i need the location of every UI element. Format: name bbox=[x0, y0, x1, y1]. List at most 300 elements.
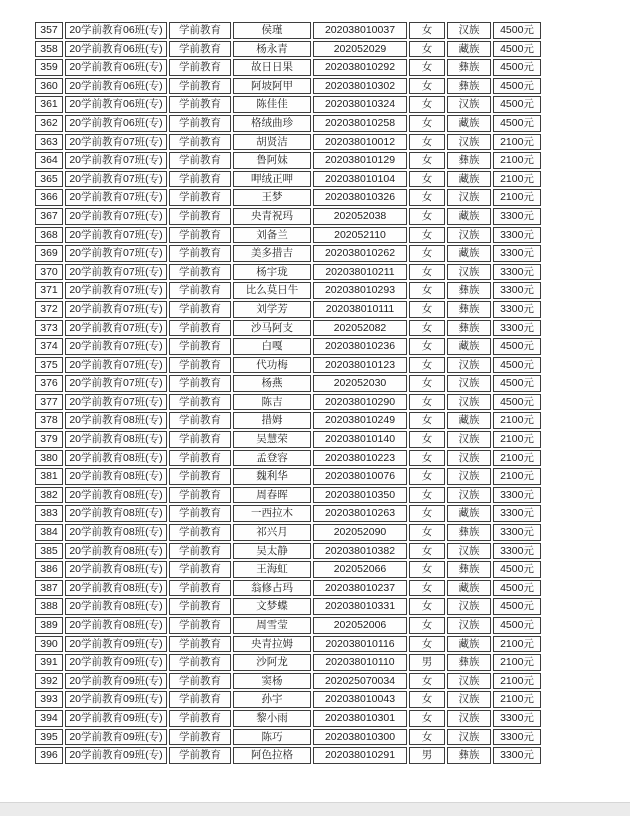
cell-gender: 女 bbox=[409, 338, 445, 355]
cell-major: 学前教育 bbox=[169, 245, 231, 262]
cell-student-name: 刘备兰 bbox=[233, 227, 311, 244]
cell-student-name: 白嘎 bbox=[233, 338, 311, 355]
cell-ethnicity: 汉族 bbox=[447, 710, 491, 727]
cell-major: 学前教育 bbox=[169, 152, 231, 169]
table-row bbox=[35, 41, 541, 58]
cell-major: 学前教育 bbox=[169, 654, 231, 671]
table-row bbox=[35, 152, 541, 169]
cell-class-name: 20学前教育07班(专) bbox=[65, 134, 167, 151]
cell-major: 学前教育 bbox=[169, 729, 231, 746]
cell-amount: 4500元 bbox=[493, 41, 541, 58]
cell-gender: 女 bbox=[409, 524, 445, 541]
table-row bbox=[35, 245, 541, 262]
cell-ethnicity: 汉族 bbox=[447, 450, 491, 467]
cell-ethnicity: 汉族 bbox=[447, 729, 491, 746]
cell-student-id: 202038010211 bbox=[313, 264, 407, 281]
cell-class-name: 20学前教育09班(专) bbox=[65, 729, 167, 746]
table-row bbox=[35, 524, 541, 541]
cell-amount: 4500元 bbox=[493, 96, 541, 113]
cell-student-id: 202038010129 bbox=[313, 152, 407, 169]
cell-row-number: 381 bbox=[35, 468, 63, 485]
table-row bbox=[35, 691, 541, 708]
cell-row-number: 371 bbox=[35, 282, 63, 299]
cell-student-id: 202038010291 bbox=[313, 747, 407, 764]
cell-student-name: 措姆 bbox=[233, 412, 311, 429]
cell-major: 学前教育 bbox=[169, 264, 231, 281]
table-row bbox=[35, 394, 541, 411]
cell-row-number: 374 bbox=[35, 338, 63, 355]
cell-class-name: 20学前教育09班(专) bbox=[65, 691, 167, 708]
cell-student-id: 202052029 bbox=[313, 41, 407, 58]
cell-class-name: 20学前教育07班(专) bbox=[65, 301, 167, 318]
cell-major: 学前教育 bbox=[169, 598, 231, 615]
cell-ethnicity: 彝族 bbox=[447, 78, 491, 95]
cell-row-number: 370 bbox=[35, 264, 63, 281]
cell-row-number: 379 bbox=[35, 431, 63, 448]
cell-major: 学前教育 bbox=[169, 468, 231, 485]
cell-student-id: 202038010111 bbox=[313, 301, 407, 318]
cell-gender: 女 bbox=[409, 78, 445, 95]
cell-amount: 2100元 bbox=[493, 450, 541, 467]
cell-amount: 2100元 bbox=[493, 636, 541, 653]
cell-student-name: 故日日果 bbox=[233, 59, 311, 76]
cell-student-name: 窦杨 bbox=[233, 673, 311, 690]
cell-class-name: 20学前教育07班(专) bbox=[65, 264, 167, 281]
cell-row-number: 375 bbox=[35, 357, 63, 374]
cell-student-id: 202038010116 bbox=[313, 636, 407, 653]
cell-row-number: 377 bbox=[35, 394, 63, 411]
cell-student-name: 周雪莹 bbox=[233, 617, 311, 634]
cell-gender: 女 bbox=[409, 487, 445, 504]
cell-row-number: 358 bbox=[35, 41, 63, 58]
cell-student-id: 202052090 bbox=[313, 524, 407, 541]
cell-student-name: 格绒曲珍 bbox=[233, 115, 311, 132]
cell-amount: 2100元 bbox=[493, 152, 541, 169]
table-row bbox=[35, 505, 541, 522]
cell-major: 学前教育 bbox=[169, 505, 231, 522]
cell-class-name: 20学前教育07班(专) bbox=[65, 245, 167, 262]
cell-student-name: 侯瑾 bbox=[233, 22, 311, 39]
cell-student-name: 胡贤洁 bbox=[233, 134, 311, 151]
cell-student-name: 阿色拉格 bbox=[233, 747, 311, 764]
cell-gender: 女 bbox=[409, 264, 445, 281]
cell-ethnicity: 汉族 bbox=[447, 487, 491, 504]
cell-gender: 女 bbox=[409, 598, 445, 615]
cell-student-id: 202038010237 bbox=[313, 580, 407, 597]
cell-class-name: 20学前教育07班(专) bbox=[65, 189, 167, 206]
cell-row-number: 385 bbox=[35, 543, 63, 560]
cell-gender: 女 bbox=[409, 208, 445, 225]
cell-class-name: 20学前教育06班(专) bbox=[65, 59, 167, 76]
cell-student-name: 祁兴月 bbox=[233, 524, 311, 541]
table-row bbox=[35, 412, 541, 429]
cell-amount: 3300元 bbox=[493, 729, 541, 746]
table-row bbox=[35, 282, 541, 299]
table-row bbox=[35, 115, 541, 132]
cell-gender: 女 bbox=[409, 59, 445, 76]
cell-student-name: 沙阿龙 bbox=[233, 654, 311, 671]
cell-gender: 女 bbox=[409, 320, 445, 337]
table-row bbox=[35, 375, 541, 392]
cell-student-id: 202038010076 bbox=[313, 468, 407, 485]
cell-ethnicity: 汉族 bbox=[447, 357, 491, 374]
cell-amount: 4500元 bbox=[493, 357, 541, 374]
cell-ethnicity: 汉族 bbox=[447, 598, 491, 615]
cell-row-number: 367 bbox=[35, 208, 63, 225]
cell-row-number: 365 bbox=[35, 171, 63, 188]
cell-major: 学前教育 bbox=[169, 394, 231, 411]
cell-gender: 女 bbox=[409, 134, 445, 151]
cell-student-id: 202038010263 bbox=[313, 505, 407, 522]
cell-ethnicity: 藏族 bbox=[447, 338, 491, 355]
cell-class-name: 20学前教育07班(专) bbox=[65, 227, 167, 244]
cell-student-name: 吴慧荣 bbox=[233, 431, 311, 448]
cell-amount: 3300元 bbox=[493, 487, 541, 504]
cell-class-name: 20学前教育08班(专) bbox=[65, 487, 167, 504]
cell-ethnicity: 汉族 bbox=[447, 134, 491, 151]
cell-gender: 女 bbox=[409, 301, 445, 318]
cell-class-name: 20学前教育06班(专) bbox=[65, 22, 167, 39]
cell-row-number: 383 bbox=[35, 505, 63, 522]
cell-gender: 女 bbox=[409, 394, 445, 411]
cell-student-id: 202038010223 bbox=[313, 450, 407, 467]
cell-major: 学前教育 bbox=[169, 96, 231, 113]
table-row bbox=[35, 96, 541, 113]
cell-class-name: 20学前教育08班(专) bbox=[65, 561, 167, 578]
cell-student-id: 202038010123 bbox=[313, 357, 407, 374]
cell-row-number: 357 bbox=[35, 22, 63, 39]
cell-row-number: 393 bbox=[35, 691, 63, 708]
cell-ethnicity: 汉族 bbox=[447, 673, 491, 690]
cell-class-name: 20学前教育06班(专) bbox=[65, 115, 167, 132]
cell-gender: 女 bbox=[409, 115, 445, 132]
cell-row-number: 394 bbox=[35, 710, 63, 727]
cell-student-name: 沙马阿支 bbox=[233, 320, 311, 337]
cell-major: 学前教育 bbox=[169, 189, 231, 206]
cell-major: 学前教育 bbox=[169, 227, 231, 244]
cell-student-id: 202038010043 bbox=[313, 691, 407, 708]
cell-student-name: 杨宇珑 bbox=[233, 264, 311, 281]
cell-row-number: 364 bbox=[35, 152, 63, 169]
cell-student-name: 鲁阿妹 bbox=[233, 152, 311, 169]
cell-class-name: 20学前教育08班(专) bbox=[65, 431, 167, 448]
table-row bbox=[35, 598, 541, 615]
cell-class-name: 20学前教育08班(专) bbox=[65, 598, 167, 615]
table-row bbox=[35, 357, 541, 374]
cell-student-name: 比么莫日牛 bbox=[233, 282, 311, 299]
cell-class-name: 20学前教育07班(专) bbox=[65, 320, 167, 337]
cell-amount: 4500元 bbox=[493, 338, 541, 355]
cell-amount: 3300元 bbox=[493, 301, 541, 318]
table-row bbox=[35, 561, 541, 578]
cell-major: 学前教育 bbox=[169, 78, 231, 95]
cell-amount: 4500元 bbox=[493, 22, 541, 39]
cell-student-id: 202038010292 bbox=[313, 59, 407, 76]
cell-student-id: 202038010110 bbox=[313, 654, 407, 671]
cell-major: 学前教育 bbox=[169, 412, 231, 429]
cell-student-name: 央青祝玛 bbox=[233, 208, 311, 225]
cell-row-number: 368 bbox=[35, 227, 63, 244]
cell-major: 学前教育 bbox=[169, 524, 231, 541]
cell-class-name: 20学前教育07班(专) bbox=[65, 357, 167, 374]
cell-student-id: 202038010302 bbox=[313, 78, 407, 95]
cell-student-id: 202038010331 bbox=[313, 598, 407, 615]
cell-student-id: 202038010326 bbox=[313, 189, 407, 206]
cell-ethnicity: 汉族 bbox=[447, 468, 491, 485]
cell-amount: 3300元 bbox=[493, 245, 541, 262]
cell-class-name: 20学前教育07班(专) bbox=[65, 394, 167, 411]
cell-student-id: 202038010290 bbox=[313, 394, 407, 411]
cell-ethnicity: 汉族 bbox=[447, 543, 491, 560]
cell-class-name: 20学前教育08班(专) bbox=[65, 524, 167, 541]
cell-row-number: 376 bbox=[35, 375, 63, 392]
cell-student-name: 刘学芳 bbox=[233, 301, 311, 318]
cell-amount: 2100元 bbox=[493, 691, 541, 708]
student-table-body bbox=[35, 22, 541, 764]
cell-student-name: 魏利华 bbox=[233, 468, 311, 485]
cell-amount: 4500元 bbox=[493, 561, 541, 578]
cell-student-id: 202052066 bbox=[313, 561, 407, 578]
cell-gender: 女 bbox=[409, 673, 445, 690]
cell-ethnicity: 藏族 bbox=[447, 208, 491, 225]
cell-gender: 女 bbox=[409, 729, 445, 746]
cell-amount: 3300元 bbox=[493, 524, 541, 541]
cell-ethnicity: 藏族 bbox=[447, 412, 491, 429]
cell-student-name: 周春晖 bbox=[233, 487, 311, 504]
cell-major: 学前教育 bbox=[169, 357, 231, 374]
table-row bbox=[35, 636, 541, 653]
cell-student-name: 一西拉木 bbox=[233, 505, 311, 522]
cell-student-id: 202038010293 bbox=[313, 282, 407, 299]
cell-row-number: 384 bbox=[35, 524, 63, 541]
cell-row-number: 373 bbox=[35, 320, 63, 337]
cell-row-number: 388 bbox=[35, 598, 63, 615]
cell-student-id: 202038010382 bbox=[313, 543, 407, 560]
cell-major: 学前教育 bbox=[169, 338, 231, 355]
cell-student-id: 202038010262 bbox=[313, 245, 407, 262]
cell-ethnicity: 彝族 bbox=[447, 301, 491, 318]
cell-ethnicity: 汉族 bbox=[447, 227, 491, 244]
cell-row-number: 386 bbox=[35, 561, 63, 578]
cell-ethnicity: 藏族 bbox=[447, 245, 491, 262]
cell-major: 学前教育 bbox=[169, 41, 231, 58]
cell-ethnicity: 彝族 bbox=[447, 561, 491, 578]
table-row bbox=[35, 22, 541, 39]
cell-gender: 女 bbox=[409, 431, 445, 448]
cell-student-name: 陈佳佳 bbox=[233, 96, 311, 113]
cell-row-number: 360 bbox=[35, 78, 63, 95]
cell-major: 学前教育 bbox=[169, 561, 231, 578]
table-row bbox=[35, 729, 541, 746]
cell-ethnicity: 彝族 bbox=[447, 152, 491, 169]
cell-student-id: 202038010140 bbox=[313, 431, 407, 448]
cell-major: 学前教育 bbox=[169, 431, 231, 448]
cell-class-name: 20学前教育09班(专) bbox=[65, 747, 167, 764]
cell-student-name: 翁修占玛 bbox=[233, 580, 311, 597]
cell-gender: 女 bbox=[409, 357, 445, 374]
cell-major: 学前教育 bbox=[169, 208, 231, 225]
cell-student-name: 吴太静 bbox=[233, 543, 311, 560]
cell-amount: 3300元 bbox=[493, 505, 541, 522]
cell-major: 学前教育 bbox=[169, 543, 231, 560]
cell-ethnicity: 藏族 bbox=[447, 505, 491, 522]
table-row bbox=[35, 59, 541, 76]
cell-gender: 女 bbox=[409, 543, 445, 560]
cell-student-id: 202038010104 bbox=[313, 171, 407, 188]
table-row bbox=[35, 431, 541, 448]
cell-row-number: 363 bbox=[35, 134, 63, 151]
table-row bbox=[35, 617, 541, 634]
cell-student-name: 呷绒正呷 bbox=[233, 171, 311, 188]
cell-amount: 4500元 bbox=[493, 59, 541, 76]
cell-gender: 女 bbox=[409, 412, 445, 429]
cell-amount: 2100元 bbox=[493, 468, 541, 485]
cell-gender: 女 bbox=[409, 691, 445, 708]
cell-student-name: 央青拉姆 bbox=[233, 636, 311, 653]
cell-ethnicity: 汉族 bbox=[447, 394, 491, 411]
cell-row-number: 372 bbox=[35, 301, 63, 318]
table-row bbox=[35, 543, 541, 560]
cell-row-number: 387 bbox=[35, 580, 63, 597]
cell-gender: 女 bbox=[409, 561, 445, 578]
cell-row-number: 390 bbox=[35, 636, 63, 653]
cell-gender: 女 bbox=[409, 282, 445, 299]
cell-class-name: 20学前教育09班(专) bbox=[65, 654, 167, 671]
cell-major: 学前教育 bbox=[169, 580, 231, 597]
cell-gender: 女 bbox=[409, 171, 445, 188]
cell-amount: 2100元 bbox=[493, 673, 541, 690]
cell-row-number: 392 bbox=[35, 673, 63, 690]
cell-ethnicity: 彝族 bbox=[447, 654, 491, 671]
cell-student-id: 202038010258 bbox=[313, 115, 407, 132]
cell-gender: 女 bbox=[409, 617, 445, 634]
cell-student-name: 孙宇 bbox=[233, 691, 311, 708]
cell-gender: 女 bbox=[409, 505, 445, 522]
cell-class-name: 20学前教育08班(专) bbox=[65, 505, 167, 522]
cell-row-number: 380 bbox=[35, 450, 63, 467]
cell-row-number: 369 bbox=[35, 245, 63, 262]
cell-amount: 4500元 bbox=[493, 115, 541, 132]
cell-amount: 4500元 bbox=[493, 598, 541, 615]
cell-ethnicity: 藏族 bbox=[447, 171, 491, 188]
cell-class-name: 20学前教育07班(专) bbox=[65, 171, 167, 188]
cell-student-id: 202052110 bbox=[313, 227, 407, 244]
cell-student-id: 202038010300 bbox=[313, 729, 407, 746]
cell-ethnicity: 彝族 bbox=[447, 282, 491, 299]
cell-major: 学前教育 bbox=[169, 747, 231, 764]
cell-row-number: 359 bbox=[35, 59, 63, 76]
cell-class-name: 20学前教育09班(专) bbox=[65, 710, 167, 727]
cell-row-number: 361 bbox=[35, 96, 63, 113]
cell-amount: 3300元 bbox=[493, 227, 541, 244]
cell-class-name: 20学前教育07班(专) bbox=[65, 208, 167, 225]
cell-ethnicity: 彝族 bbox=[447, 747, 491, 764]
table-row bbox=[35, 264, 541, 281]
cell-student-id: 202052038 bbox=[313, 208, 407, 225]
cell-ethnicity: 汉族 bbox=[447, 431, 491, 448]
cell-student-name: 美多措吉 bbox=[233, 245, 311, 262]
cell-gender: 女 bbox=[409, 22, 445, 39]
cell-student-id: 202038010037 bbox=[313, 22, 407, 39]
cell-ethnicity: 汉族 bbox=[447, 22, 491, 39]
cell-student-name: 杨永青 bbox=[233, 41, 311, 58]
table-row bbox=[35, 171, 541, 188]
table-row bbox=[35, 673, 541, 690]
cell-student-name: 陈巧 bbox=[233, 729, 311, 746]
cell-amount: 2100元 bbox=[493, 654, 541, 671]
cell-major: 学前教育 bbox=[169, 691, 231, 708]
cell-gender: 女 bbox=[409, 636, 445, 653]
cell-ethnicity: 藏族 bbox=[447, 636, 491, 653]
cell-gender: 女 bbox=[409, 152, 445, 169]
cell-ethnicity: 藏族 bbox=[447, 41, 491, 58]
cell-major: 学前教育 bbox=[169, 115, 231, 132]
table-row bbox=[35, 301, 541, 318]
cell-student-name: 文梦蝶 bbox=[233, 598, 311, 615]
cell-amount: 3300元 bbox=[493, 264, 541, 281]
cell-class-name: 20学前教育08班(专) bbox=[65, 580, 167, 597]
cell-amount: 2100元 bbox=[493, 431, 541, 448]
cell-gender: 女 bbox=[409, 41, 445, 58]
table-row bbox=[35, 189, 541, 206]
table-row bbox=[35, 450, 541, 467]
cell-major: 学前教育 bbox=[169, 375, 231, 392]
cell-student-name: 陈吉 bbox=[233, 394, 311, 411]
cell-class-name: 20学前教育08班(专) bbox=[65, 468, 167, 485]
cell-student-id: 202038010236 bbox=[313, 338, 407, 355]
cell-class-name: 20学前教育09班(专) bbox=[65, 636, 167, 653]
cell-student-id: 202038010249 bbox=[313, 412, 407, 429]
cell-student-id: 202038010012 bbox=[313, 134, 407, 151]
cell-student-id: 202052082 bbox=[313, 320, 407, 337]
table-row bbox=[35, 134, 541, 151]
cell-student-name: 王梦 bbox=[233, 189, 311, 206]
cell-student-id: 202025070034 bbox=[313, 673, 407, 690]
cell-row-number: 366 bbox=[35, 189, 63, 206]
cell-student-id: 202052006 bbox=[313, 617, 407, 634]
cell-student-name: 杨燕 bbox=[233, 375, 311, 392]
cell-amount: 3300元 bbox=[493, 208, 541, 225]
cell-gender: 男 bbox=[409, 747, 445, 764]
cell-class-name: 20学前教育06班(专) bbox=[65, 78, 167, 95]
cell-amount: 4500元 bbox=[493, 617, 541, 634]
cell-ethnicity: 汉族 bbox=[447, 375, 491, 392]
table-row bbox=[35, 654, 541, 671]
table-row bbox=[35, 320, 541, 337]
cell-major: 学前教育 bbox=[169, 301, 231, 318]
cell-amount: 4500元 bbox=[493, 580, 541, 597]
cell-major: 学前教育 bbox=[169, 22, 231, 39]
table-row bbox=[35, 580, 541, 597]
cell-major: 学前教育 bbox=[169, 450, 231, 467]
cell-amount: 2100元 bbox=[493, 189, 541, 206]
cell-gender: 女 bbox=[409, 96, 445, 113]
cell-class-name: 20学前教育07班(专) bbox=[65, 152, 167, 169]
cell-ethnicity: 汉族 bbox=[447, 189, 491, 206]
cell-class-name: 20学前教育09班(专) bbox=[65, 673, 167, 690]
cell-ethnicity: 汉族 bbox=[447, 264, 491, 281]
cell-row-number: 391 bbox=[35, 654, 63, 671]
cell-student-id: 202038010301 bbox=[313, 710, 407, 727]
student-table bbox=[33, 20, 543, 766]
cell-class-name: 20学前教育08班(专) bbox=[65, 543, 167, 560]
cell-ethnicity: 汉族 bbox=[447, 617, 491, 634]
table-row bbox=[35, 487, 541, 504]
table-row bbox=[35, 338, 541, 355]
cell-student-id: 202052030 bbox=[313, 375, 407, 392]
cell-ethnicity: 彝族 bbox=[447, 320, 491, 337]
cell-row-number: 362 bbox=[35, 115, 63, 132]
